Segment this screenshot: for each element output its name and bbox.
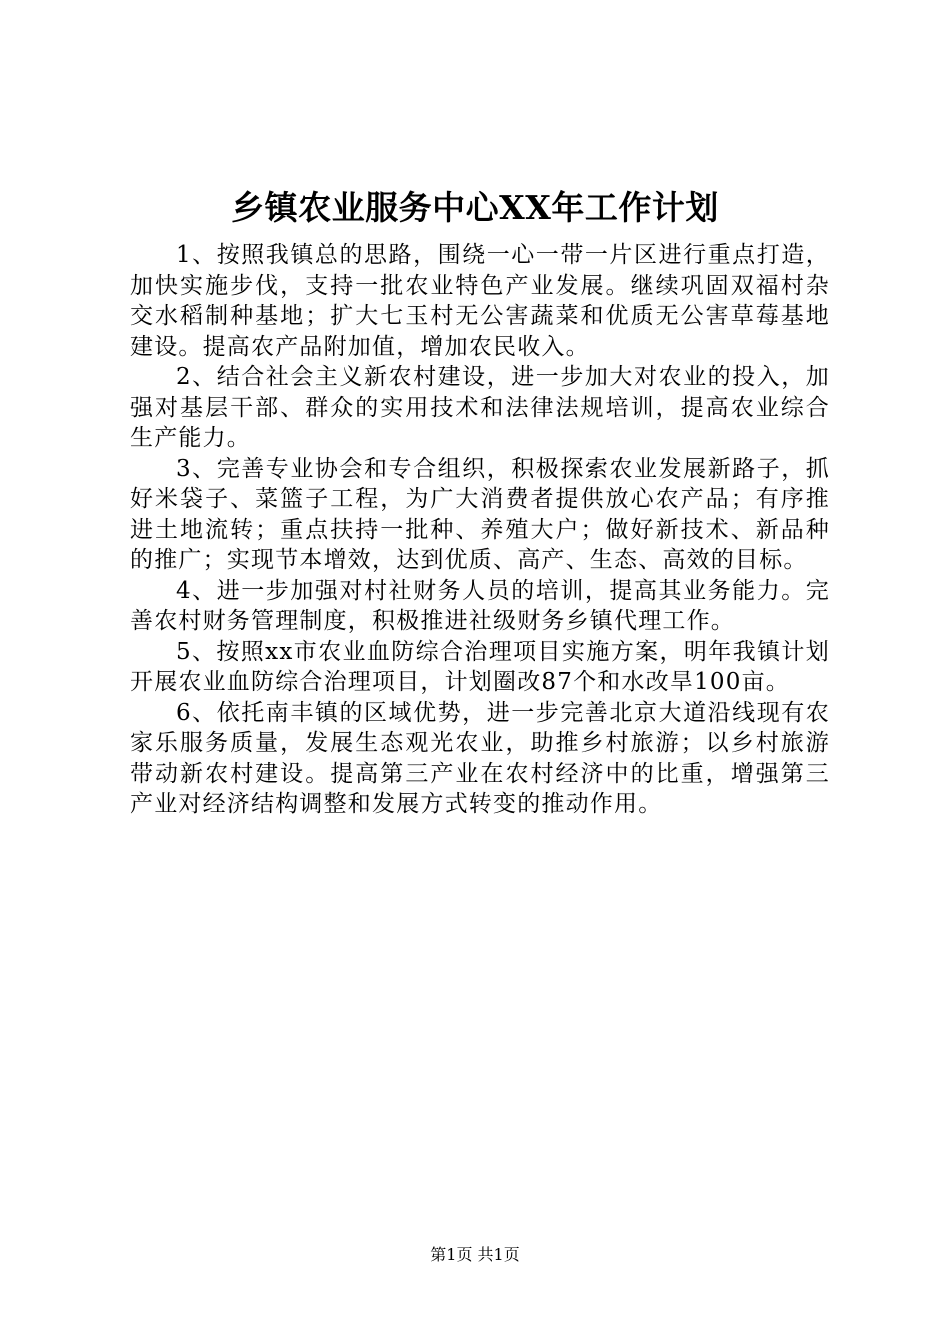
document-body <box>130 240 830 820</box>
paragraph-2: 2、结合社会主义新农村建设，进一步加大对农业的投入，加强对基层干部、群众的实用技术和法律法规培训，提高农业综合生产能力。 <box>130 364 830 451</box>
paragraph-4: 4、进一步加强对村社财务人员的培训，提高其业务能力。完善农村财务管理制度，积极推进社级财务乡镇代理工作。 <box>130 577 830 634</box>
paragraph-6: 6、依托南丰镇的区域优势，进一步完善北京大道沿线现有农家乐服务质量，发展生态观光农业，助推乡村旅游；以乡村旅游带动新农村建设。提高第三产业在农村经济中的比重，增强第三产业对经济结构调整和发展方式转变的推动作用。 <box>130 699 830 817</box>
paragraph-3: 3、完善专业协会和专合组织，积极探索农业发展新路子，抓好米袋子、菜篮子工程，为广大消费者提供放心农产品；有序推进土地流转；重点扶持一批种、养殖大户；做好新技术、新品种的推广；实现节本增效，达到优质、高产、生态、高效的目标。 <box>130 455 830 573</box>
paragraph-1: 1、按照我镇总的思路，围绕一心一带一片区进行重点打造，加快实施步伐，支持一批农业特色产业发展。继续巩固双福村杂交水稻制种基地；扩大七玉村无公害蔬菜和优质无公害草莓基地建设。提高农产品附加值，增加农民收入。 <box>130 242 830 360</box>
page-number-footer: 第1页 共1页 <box>430 1245 520 1264</box>
paragraph-5: 5、按照xx市农业血防综合治理项目实施方案，明年我镇计划开展农业血防综合治理项目，计划圈改87个和水改旱100亩。 <box>130 638 830 695</box>
document-title: 乡镇农业服务中心XX年工作计划 <box>231 188 719 227</box>
